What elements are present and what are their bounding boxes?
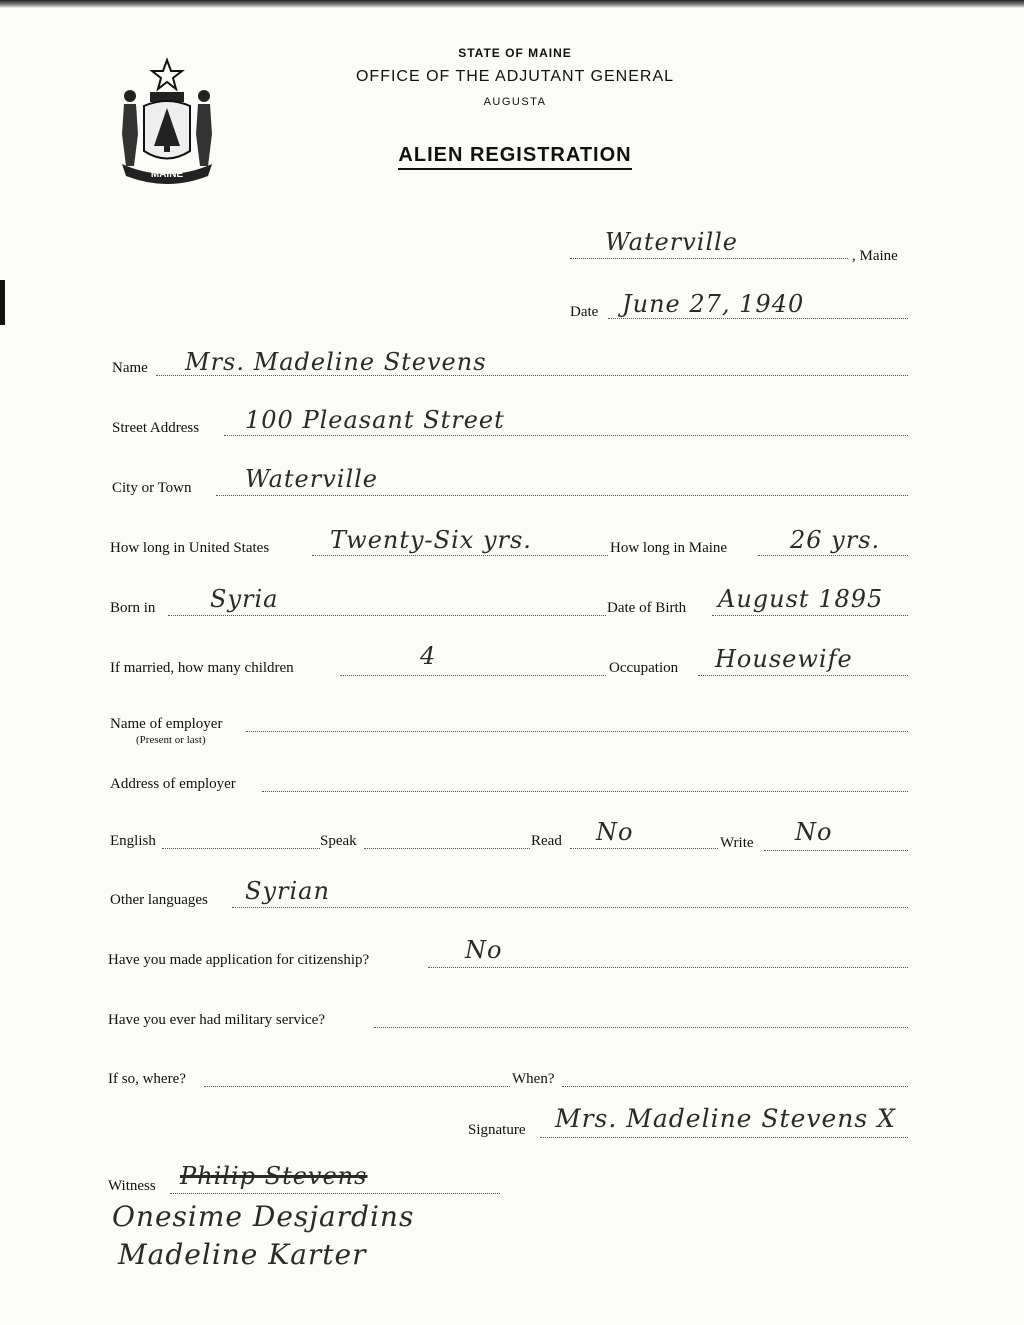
scan-edge-left <box>0 280 5 325</box>
name-label: Name <box>112 360 148 376</box>
when-label: When? <box>512 1071 555 1087</box>
citizenship-value: No <box>465 936 503 964</box>
us-duration-value: Twenty-Six yrs. <box>330 526 532 554</box>
svg-text:MAINE: MAINE <box>150 169 184 180</box>
date-line <box>608 318 908 319</box>
military-line <box>374 1027 908 1028</box>
other-lang-value: Syrian <box>245 877 330 905</box>
us-duration-line <box>312 555 608 556</box>
occupation-line <box>698 675 908 676</box>
town-value: Waterville <box>605 228 738 256</box>
children-line <box>340 675 606 676</box>
name-value: Mrs. Madeline Stevens <box>185 348 487 376</box>
form-title <box>300 144 730 167</box>
citizenship-line <box>428 967 908 968</box>
signature-line <box>540 1137 908 1138</box>
when-line <box>562 1086 908 1087</box>
office-heading: OFFICE OF THE ADJUTANT GENERAL <box>355 68 675 85</box>
witness-1-signature: Onesime Desjardins <box>112 1200 415 1233</box>
dob-label: Date of Birth <box>607 600 687 616</box>
us-duration-label: How long in United States <box>110 540 270 556</box>
english-line <box>162 848 320 849</box>
born-value: Syria <box>210 585 279 613</box>
employer-line <box>246 731 908 732</box>
city-heading: AUGUSTA <box>483 96 547 108</box>
city-line <box>216 495 908 496</box>
city-value: Waterville <box>245 465 378 493</box>
employer-address-line <box>262 791 908 792</box>
other-lang-line <box>232 907 908 908</box>
maine-duration-label: How long in Maine <box>610 540 728 556</box>
maine-state-seal-icon <box>112 56 222 186</box>
military-label: Have you ever had military service? <box>108 1012 325 1028</box>
street-label: Street Address <box>112 420 200 436</box>
dob-value: August 1895 <box>718 585 884 613</box>
witness-struck-value: Philip Stevens <box>180 1162 368 1190</box>
witness-line <box>170 1193 500 1194</box>
dob-line <box>712 615 908 616</box>
children-label: If married, how many children <box>110 660 294 676</box>
speak-label: Speak <box>320 833 357 849</box>
employer-address-label: Address of employer <box>110 776 236 792</box>
date-label: Date <box>570 304 599 320</box>
street-value: 100 Pleasant Street <box>245 406 505 434</box>
maine-label: , Maine <box>852 248 898 264</box>
maine-duration-value: 26 yrs. <box>790 526 881 554</box>
signature-value: Mrs. Madeline Stevens X <box>555 1104 896 1133</box>
employer-label: Name of employer <box>110 716 223 732</box>
children-value: 4 <box>420 642 437 670</box>
where-line <box>204 1086 510 1087</box>
born-line <box>168 615 606 616</box>
speak-line <box>364 848 530 849</box>
other-lang-label: Other languages <box>110 892 208 908</box>
occupation-value: Housewife <box>715 645 853 673</box>
scan-edge-top <box>0 0 1024 8</box>
read-line <box>570 848 718 849</box>
maine-duration-line <box>758 555 908 556</box>
occupation-label: Occupation <box>609 660 679 676</box>
read-value: No <box>596 818 634 846</box>
state-heading: STATE OF MAINE <box>458 46 572 60</box>
form-title-text: ALIEN REGISTRATION <box>398 144 631 170</box>
signature-label: Signature <box>468 1122 526 1138</box>
witness-2-signature: Madeline Karter <box>118 1238 367 1271</box>
town-line <box>570 258 848 259</box>
street-line <box>224 435 908 436</box>
read-label: Read <box>531 833 562 849</box>
witness-label: Witness <box>108 1178 156 1194</box>
date-value: June 27, 1940 <box>622 290 805 318</box>
english-label: English <box>110 833 156 849</box>
city-label: City or Town <box>112 480 192 496</box>
write-label: Write <box>720 835 754 851</box>
where-label: If so, where? <box>108 1071 186 1087</box>
write-value: No <box>795 818 833 846</box>
write-line <box>764 850 908 851</box>
born-label: Born in <box>110 600 156 616</box>
citizenship-label: Have you made application for citizenship? <box>108 952 370 968</box>
employer-sublabel: (Present or last) <box>136 734 206 746</box>
